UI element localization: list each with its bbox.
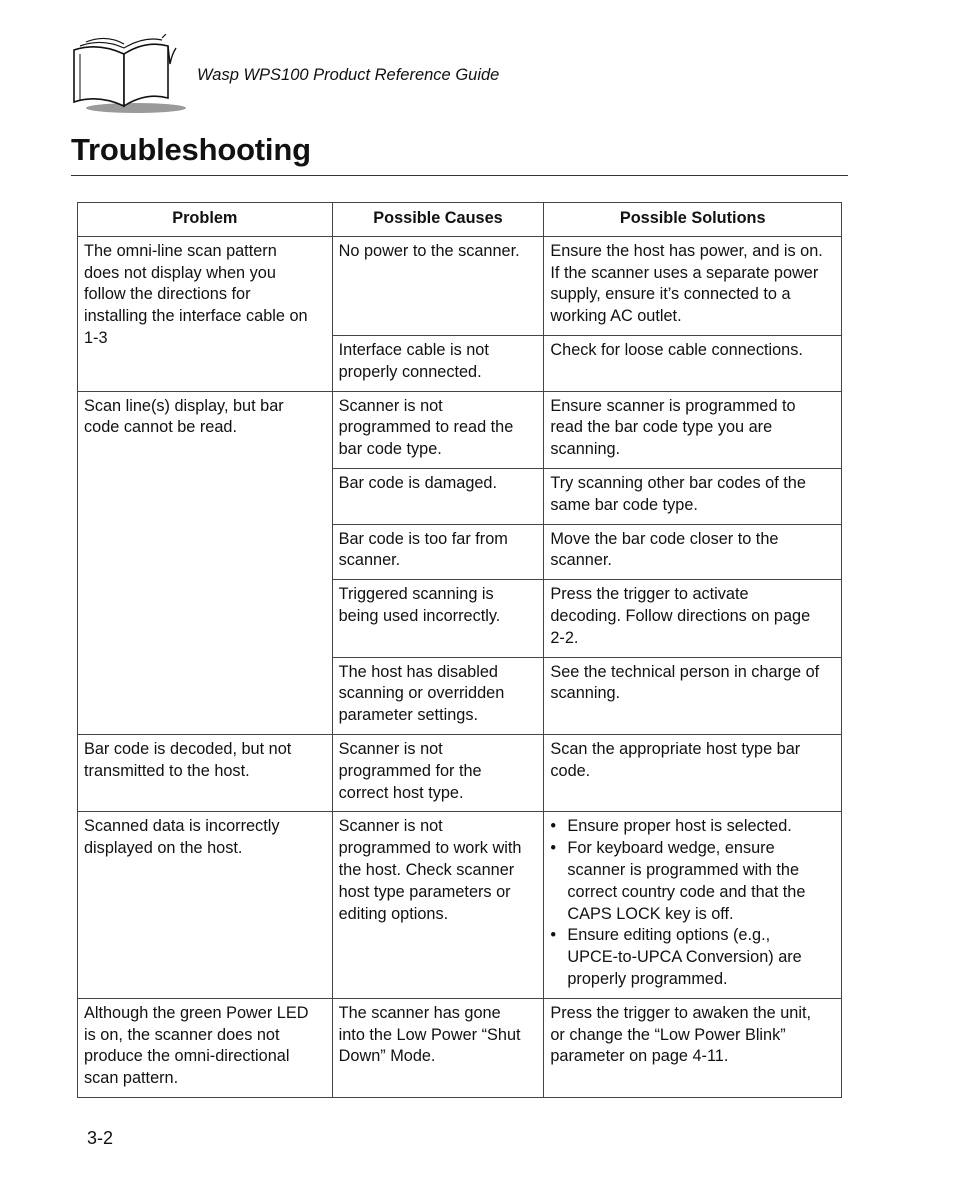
solution-cell bbox=[544, 812, 842, 998]
cause-cell: Scanner is not programmed to work with the host. Check scanner host type parameters or editing options. bbox=[332, 812, 544, 998]
cause-cell: No power to the scanner. bbox=[332, 236, 544, 335]
solution-cell: See the technical person in charge of scanning. bbox=[544, 657, 842, 734]
cause-cell: Bar code is too far from scanner. bbox=[332, 524, 544, 580]
running-header-title: Wasp WPS100 Product Reference Guide bbox=[197, 66, 500, 84]
cause-cell: Scanner is not programmed to read the bar code type. bbox=[332, 391, 544, 468]
cause-cell: Interface cable is not properly connected. bbox=[332, 335, 544, 391]
problem-cell: Bar code is decoded, but not transmitted to the host. bbox=[78, 734, 333, 811]
table-row bbox=[78, 236, 842, 335]
table-row bbox=[78, 391, 842, 468]
solution-cell: Ensure the host has power, and is on. If the scanner uses a separate power supply, ensure it’s connected to a working AC outlet. bbox=[544, 236, 842, 335]
solution-bullet-list bbox=[550, 816, 835, 990]
cause-cell: The scanner has gone into the Low Power “Shut Down” Mode. bbox=[332, 998, 544, 1097]
problem-cell: Scanned data is incorrectly displayed on the host. bbox=[78, 812, 333, 998]
table-row bbox=[78, 998, 842, 1097]
solution-cell: Press the trigger to awaken the unit, or change the “Low Power Blink” parameter on page 4-11. bbox=[544, 998, 842, 1097]
table-header-row bbox=[78, 203, 842, 237]
problem-cell: The omni-line scan pattern does not display when you follow the directions for installing the interface cable on 1-3 bbox=[78, 236, 333, 391]
solution-cell: Check for loose cable connections. bbox=[544, 335, 842, 391]
problem-cell: Although the green Power LED is on, the scanner does not produce the omni-directional scan pattern. bbox=[78, 998, 333, 1097]
list-item: • Ensure editing options (e.g., UPCE-to-UPCA Conversion) are properly programmed. bbox=[550, 925, 835, 990]
cause-cell: Bar code is damaged. bbox=[332, 468, 544, 524]
solution-cell: Try scanning other bar codes of the same bar code type. bbox=[544, 468, 842, 524]
title-underline-rule bbox=[71, 175, 848, 176]
list-item: • For keyboard wedge, ensure scanner is programmed with the correct country code and that the CAPS LOCK key is off. bbox=[550, 838, 835, 925]
table-row bbox=[78, 734, 842, 811]
cause-cell: The host has disabled scanning or overridden parameter settings. bbox=[332, 657, 544, 734]
column-header-solutions: Possible Solutions bbox=[544, 203, 842, 237]
open-book-icon bbox=[66, 34, 188, 116]
page-title: Troubleshooting bbox=[71, 132, 311, 167]
table-row bbox=[78, 812, 842, 998]
problem-cell: Scan line(s) display, but bar code cannot be read. bbox=[78, 391, 333, 734]
cause-cell: Triggered scanning is being used incorrectly. bbox=[332, 580, 544, 657]
page-number: 3-2 bbox=[87, 1128, 114, 1148]
solution-cell: Ensure scanner is programmed to read the bar code type you are scanning. bbox=[544, 391, 842, 468]
solution-cell: Press the trigger to activate decoding. Follow directions on page 2-2. bbox=[544, 580, 842, 657]
cause-cell: Scanner is not programmed for the correct host type. bbox=[332, 734, 544, 811]
solution-cell: Move the bar code closer to the scanner. bbox=[544, 524, 842, 580]
solution-cell: Scan the appropriate host type bar code. bbox=[544, 734, 842, 811]
column-header-causes: Possible Causes bbox=[332, 203, 544, 237]
list-item: • Ensure proper host is selected. bbox=[550, 816, 835, 838]
column-header-problem: Problem bbox=[78, 203, 333, 237]
troubleshooting-table bbox=[77, 202, 842, 1098]
